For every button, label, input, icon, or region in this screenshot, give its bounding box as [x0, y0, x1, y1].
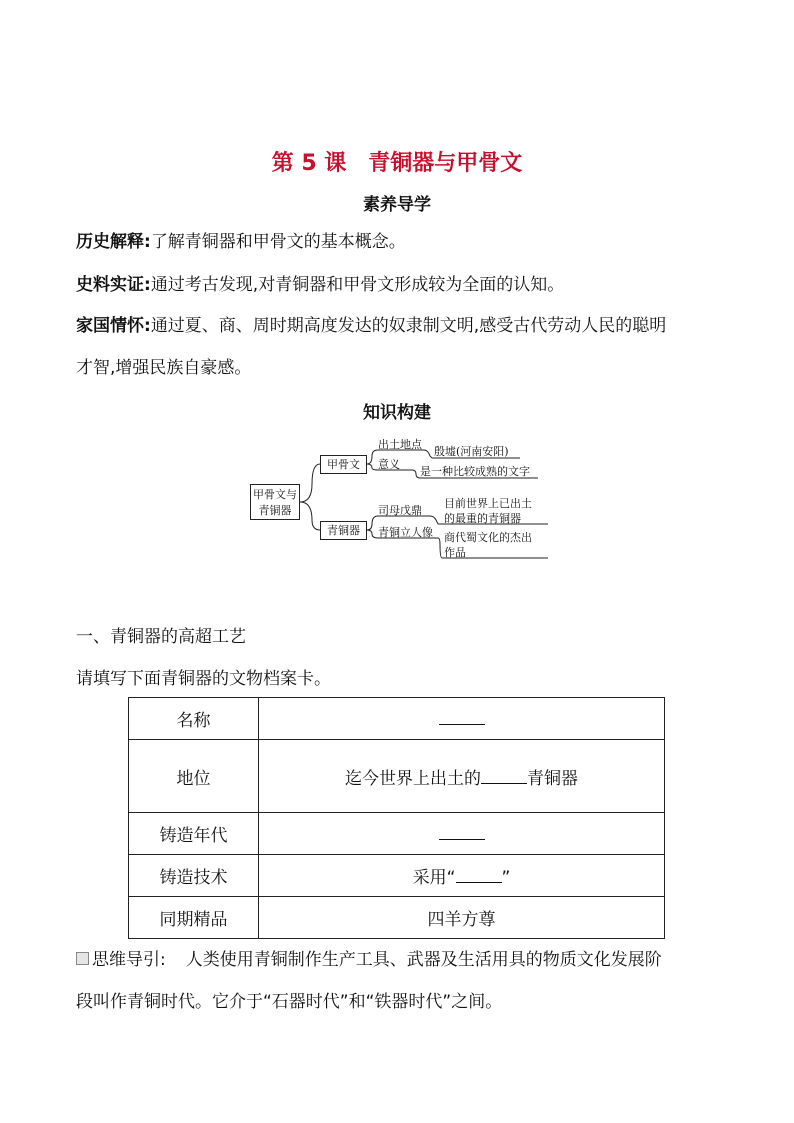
card-val-status [259, 740, 665, 813]
mindmap-bronze-key-ding: 司母戊鼎 [378, 504, 422, 517]
mindmap-bronze-val-ding-2: 的最重的青铜器 [444, 512, 521, 525]
mindmap-node-bronze: 青铜器 [320, 521, 367, 540]
thinking-guide-line-2: 段叫作青铜时代。它介于“石器时代”和“铁器时代”之间。 [76, 992, 503, 1012]
part1-heading: 一、青铜器的高超工艺 [76, 627, 246, 647]
mindmap-bronze-key-statue: 青铜立人像 [378, 526, 433, 539]
card-key-status: 地位 [129, 740, 259, 813]
literacy-line-2 [76, 268, 726, 302]
fill-blank-era[interactable] [439, 823, 485, 840]
table-row [129, 698, 665, 740]
literacy-line-3 [76, 309, 726, 343]
table-row [129, 897, 665, 939]
section-heading-knowledge: 知识构建 [363, 403, 431, 423]
card-technique-suffix: ” [501, 868, 511, 888]
card-key-technique: 铸造技术 [129, 855, 259, 897]
mindmap-oracle-key-site: 出土地点 [378, 438, 422, 451]
card-key-name: 名称 [129, 698, 259, 740]
table-row [129, 813, 665, 855]
thinking-guide-line-1 [76, 943, 756, 977]
mindmap-bronze-val-statue-2: 作品 [444, 546, 466, 559]
card-technique-prefix: 采用“ [412, 868, 456, 888]
card-status-suffix: 青铜器 [527, 768, 578, 789]
literacy-text: 通过夏、商、周时期高度发达的奴隶制文明,感受古代劳动人民的聪明 [150, 316, 667, 336]
thinking-guide-text: 人类使用青铜制作生产工具、武器及生活用具的物质文化发展阶 [185, 950, 662, 970]
mindmap-bronze-val-ding-1: 目前世界上已出土 [444, 497, 532, 510]
card-val-technique [259, 855, 665, 897]
mindmap-root-line2: 青铜器 [258, 504, 292, 517]
fill-blank-technique[interactable] [456, 866, 502, 883]
table-row [129, 740, 665, 813]
literacy-text: 了解青铜器和甲骨文的基本概念。 [150, 232, 406, 252]
literacy-label: 史料实证: [76, 275, 151, 295]
card-val-era [259, 813, 665, 855]
instruction-text: 请填写下面青铜器的文物档案卡。 [76, 669, 331, 689]
literacy-label: 历史解释: [76, 232, 151, 252]
mindmap-oracle-val-site: 殷墟(河南安阳) [434, 445, 509, 458]
card-val-name [259, 698, 665, 740]
card-key-contemporary: 同期精品 [129, 897, 259, 939]
thinking-guide-icon [76, 952, 89, 965]
mindmap-root-line1: 甲骨文与 [253, 488, 297, 501]
mindmap-bronze-val-statue-1: 商代蜀文化的杰出 [444, 531, 532, 544]
thinking-guide-label: 思维导引: [92, 950, 166, 970]
fill-blank-status[interactable] [481, 767, 527, 784]
mindmap-oracle-key-meaning: 意义 [378, 458, 400, 471]
literacy-line-3-cont: 才智,增强民族自豪感。 [76, 358, 252, 378]
mindmap-oracle-val-meaning: 是一种比较成熟的文字 [420, 465, 530, 478]
fill-blank-name[interactable] [439, 708, 485, 725]
literacy-label: 家国情怀: [76, 316, 151, 336]
card-status-prefix: 迄今世界上出土的 [345, 768, 481, 789]
knowledge-mindmap [248, 436, 558, 566]
page-title: 第 5 课 青铜器与甲骨文 [271, 151, 523, 176]
card-val-contemporary: 四羊方尊 [259, 897, 665, 939]
artifact-card-table [128, 697, 665, 939]
literacy-text: 通过考古发现,对青铜器和甲骨文形成较为全面的认知。 [150, 275, 565, 295]
mindmap-root [250, 484, 300, 520]
mindmap-node-oracle: 甲骨文 [320, 455, 367, 474]
section-heading-literacy: 素养导学 [363, 195, 431, 215]
literacy-line-1 [76, 225, 726, 259]
table-row [129, 855, 665, 897]
card-key-era: 铸造年代 [129, 813, 259, 855]
